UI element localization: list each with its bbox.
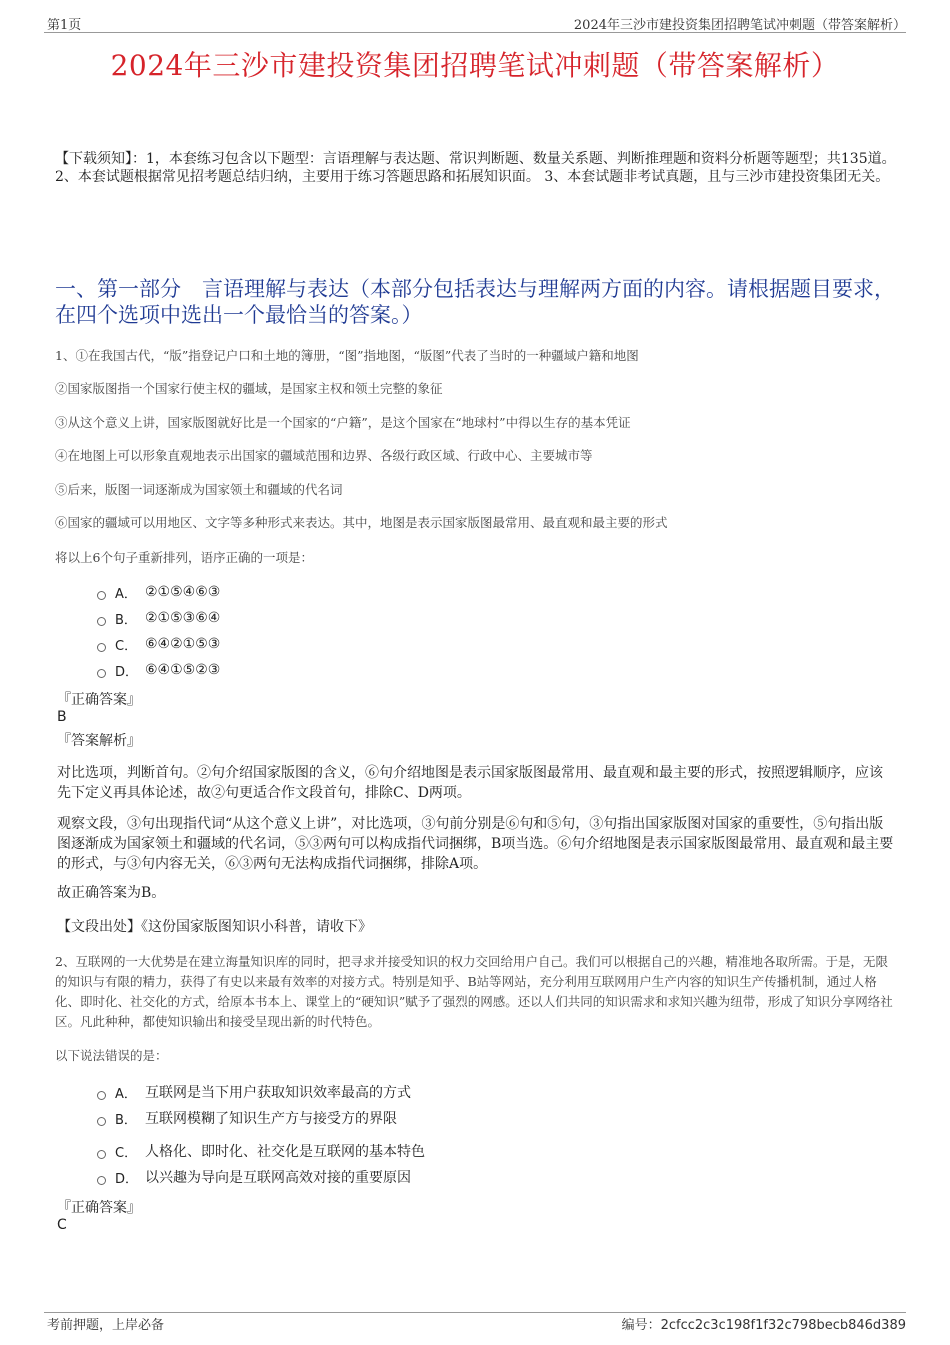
q2-option-b[interactable]: [97, 1107, 397, 1129]
radio-icon[interactable]: [97, 1176, 106, 1185]
analysis-paragraph: 对比选项，判断首句。②句介绍国家版图的含义，⑥句介绍地图是表示国家版图最常用、最直观和最主要的形式，按照逻辑顺序，应该先下定义再具体论述，故②句更适合作文段首句，排除C、D两项。: [57, 765, 883, 801]
option-text: ⑥④②①⑤③: [145, 636, 221, 652]
q1-line: ⑤后来，版图一词逐渐成为国家领土和疆域的代名词: [55, 482, 343, 497]
option-text: 人格化、即时化、社交化是互联网的基本特色: [145, 1144, 425, 1160]
option-letter: B．: [115, 612, 137, 628]
radio-icon[interactable]: [97, 617, 106, 626]
radio-icon[interactable]: [97, 591, 106, 600]
page-number: 第1页: [47, 18, 82, 33]
q1-option-b[interactable]: [97, 607, 220, 629]
q1-option-c[interactable]: [97, 633, 220, 655]
answer-value: B: [57, 709, 67, 725]
analysis-paragraph: 观察文段，③句出现指代词“从这个意义上讲”，对比选项，③句前分别是⑥句和⑤句，③句指出国家版图对国家的重要性，⑤句指出版图逐渐成为国家领土和疆域的代名词，⑤③两句可以构成指代词捆绑，B项当选。⑥句介绍地图是表示国家版图最常用、最直观和最主要的形式，与③句内容无关，⑥③两句无法构成指代词捆绑，排除A项。: [57, 816, 894, 872]
q2-option-c[interactable]: [97, 1140, 425, 1162]
option-letter: A．: [115, 1086, 137, 1102]
option-letter: A．: [115, 586, 137, 602]
radio-icon[interactable]: [97, 1150, 106, 1159]
header-doc-title: 2024年三沙市建投资集团招聘笔试冲刺题（带答案解析）: [573, 18, 906, 33]
radio-icon[interactable]: [97, 1117, 106, 1126]
analysis-label: 『答案解析』: [57, 733, 141, 749]
answer-label: 『正确答案』: [57, 692, 141, 708]
q2-prompt: 以下说法错误的是：: [55, 1048, 168, 1063]
page-title: 2024年三沙市建投资集团招聘笔试冲刺题（带答案解析）: [110, 49, 840, 82]
footer-code: [622, 1314, 906, 1333]
option-letter: D．: [115, 664, 139, 680]
footer-slogan: 考前押题，上岸必备: [47, 1318, 165, 1333]
option-letter: C．: [115, 1145, 138, 1161]
q1-line: 1、①在我国古代，“版”指登记户口和土地的簿册，“图”指地图，“版图”代表了当时的一种疆域户籍和地图: [55, 348, 639, 363]
option-text: 互联网是当下用户获取知识效率最高的方式: [145, 1085, 411, 1101]
option-text: ⑥④①⑤②③: [145, 662, 221, 678]
q2-option-d[interactable]: [97, 1166, 411, 1188]
option-letter: B．: [115, 1112, 137, 1128]
option-text: 以兴趣为导向是互联网高效对接的重要原因: [145, 1170, 411, 1186]
q2-option-a[interactable]: [97, 1081, 411, 1103]
answer-label: 『正确答案』: [57, 1200, 141, 1216]
option-text: ②①⑤③⑥④: [145, 610, 221, 626]
q1-line: ②国家版图指一个国家行使主权的疆域，是国家主权和领土完整的象征: [55, 381, 443, 396]
option-letter: C．: [115, 638, 138, 654]
analysis-conclusion: 故正确答案为B。: [57, 885, 166, 901]
code-value: 2cfcc2c3c198f1f32c798becb846d389: [660, 1318, 906, 1333]
q1-line: ⑥国家的疆域可以用地区、文字等多种形式来表达。其中，地图是表示国家版图最常用、最直观和最主要的形式: [55, 515, 668, 530]
answer-value: C: [57, 1217, 67, 1233]
download-notice: 【下载须知】：1，本套练习包含以下题型：言语理解与表达题、常识判断题、数量关系题、判断推理题和资料分析题等题型；共135道。 2、本套试题根据常见招考题总结归纳，主要用于练习答题思路和拓展知识面。 3、本套试题非考试真题，且与三沙市建投资集团无关。: [55, 151, 896, 185]
q1-option-a[interactable]: [97, 581, 220, 603]
header-divider: [44, 32, 906, 33]
source-citation: 【文段出处】《这份国家版图知识小科普，请收下》: [57, 919, 372, 935]
option-letter: D．: [115, 1171, 139, 1187]
radio-icon[interactable]: [97, 1091, 106, 1100]
q1-option-d[interactable]: [97, 659, 220, 681]
q1-line: ④在地图上可以形象直观地表示出国家的疆域范围和边界、各级行政区域、行政中心、主要城市等: [55, 448, 593, 463]
option-text: 互联网模糊了知识生产方与接受方的界限: [145, 1111, 397, 1127]
radio-icon[interactable]: [97, 643, 106, 652]
radio-icon[interactable]: [97, 669, 106, 678]
code-label: 编号：: [621, 1318, 661, 1333]
q2-passage: 2、互联网的一大优势是在建立海量知识库的同时，把寻求并接受知识的权力交回给用户自己。我们可以根据自己的兴趣，精准地各取所需。于是，无限的知识与有限的精力，获得了有史以来最有效率的对接方式。特别是知乎、B站等网站，充分利用互联网用户生产内容的知识生产传播机制，通过人格化、即时化、社交化的方式，给原本书本上、课堂上的“硬知识”赋予了强烈的网感。还以人们共同的知识需求和求知兴趣为纽带，形成了知识分享网络社区。凡此种种，都使知识输出和接受呈现出新的时代特色。: [55, 954, 893, 1029]
section-heading: 一、第一部分 言语理解与表达（本部分包括表达与理解两方面的内容。请根据题目要求，在四个选项中选出一个最恰当的答案。）: [55, 277, 895, 327]
footer-divider: [44, 1312, 906, 1313]
q1-line: ③从这个意义上讲，国家版图就好比是一个国家的“户籍”，是这个国家在“地球村”中得以生存的基本凭证: [55, 415, 631, 430]
q1-prompt: 将以上6个句子重新排列，语序正确的一项是：: [55, 550, 313, 565]
option-text: ②①⑤④⑥③: [145, 584, 221, 600]
